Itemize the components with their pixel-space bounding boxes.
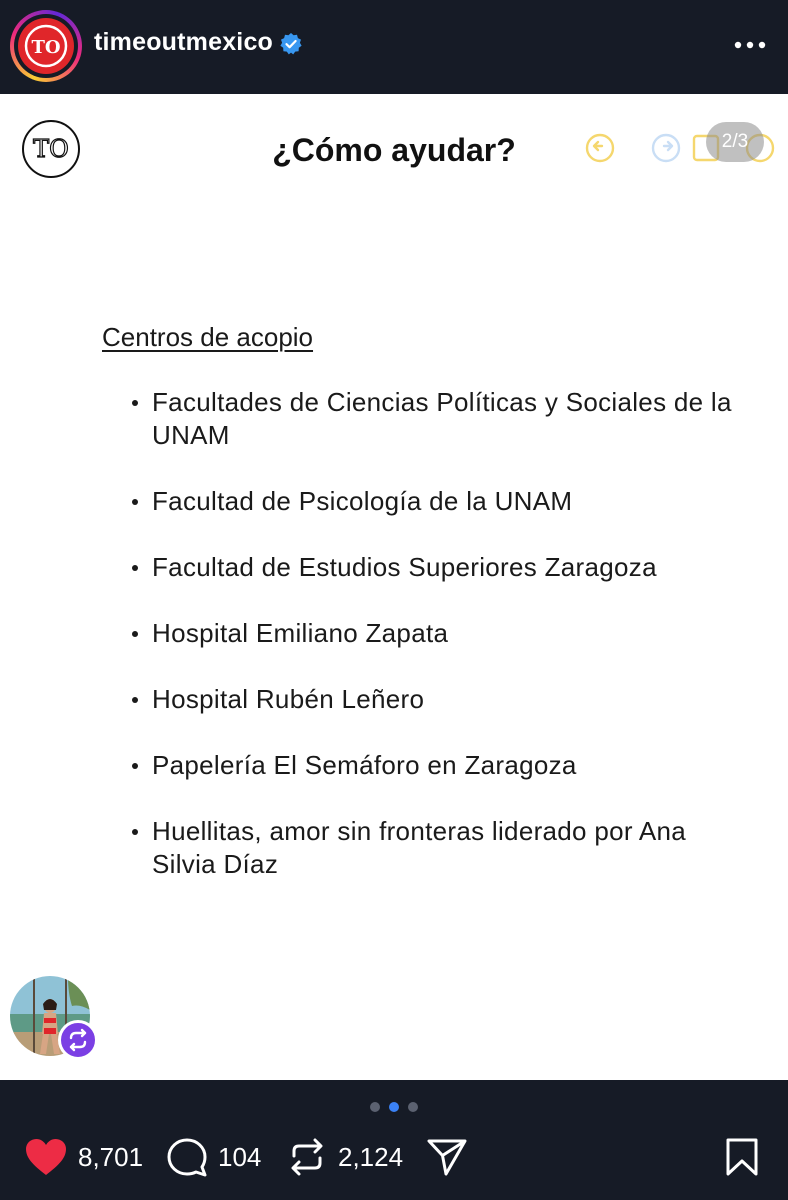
send-icon [426, 1136, 468, 1178]
save-button[interactable] [724, 1136, 760, 1178]
verified-badge-icon [279, 32, 303, 56]
list-item: Hospital Emiliano Zapata [130, 617, 750, 650]
list-item: Facultad de Estudios Superiores Zaragoza [130, 551, 750, 584]
slide-title: ¿Cómo ayudar? [272, 132, 516, 168]
list-item: Facultades de Ciencias Políticas y Sociales de la UNAM [130, 386, 750, 452]
more-options-icon[interactable] [728, 30, 772, 60]
comment-count: 104 [218, 1141, 262, 1172]
carousel-dot[interactable] [370, 1102, 380, 1112]
repost-badge-icon [58, 1020, 98, 1060]
collection-centers-list [130, 386, 750, 881]
repost-count: 2,124 [338, 1141, 404, 1172]
comment-button[interactable] [166, 1136, 261, 1178]
share-button[interactable] [426, 1136, 468, 1178]
carousel-dot[interactable] [408, 1102, 418, 1112]
like-count: 8,701 [78, 1141, 144, 1172]
section-heading: Centros de acopio [102, 322, 314, 352]
post-header [0, 0, 788, 94]
bookmark-icon [724, 1136, 760, 1178]
repost-icon [286, 1136, 328, 1178]
avatar-logo-text: TO [31, 37, 61, 58]
comment-icon [166, 1136, 208, 1178]
heart-icon [24, 1137, 68, 1177]
list-item: Hospital Rubén Leñero [130, 683, 750, 716]
post-actions-bar [0, 1080, 788, 1200]
slide-page-indicator: 2/3 [706, 122, 764, 162]
carousel-dot-active[interactable] [389, 1102, 399, 1112]
carousel-dots [370, 1102, 420, 1114]
like-button[interactable] [24, 1136, 143, 1178]
author-username[interactable]: timeoutmexico [94, 28, 274, 56]
post-slide[interactable] [0, 94, 788, 1080]
list-item: Papelería El Semáforo en Zaragoza [130, 749, 750, 782]
list-item: Huellitas, amor sin fronteras liderado por Ana Silvia Díaz [130, 815, 750, 881]
timeout-logo-icon [18, 18, 74, 74]
slide-logo-text: TO [33, 135, 69, 163]
repost-button[interactable] [286, 1136, 403, 1178]
author-avatar[interactable] [10, 10, 82, 82]
list-item: Facultad de Psicología de la UNAM [130, 485, 750, 518]
